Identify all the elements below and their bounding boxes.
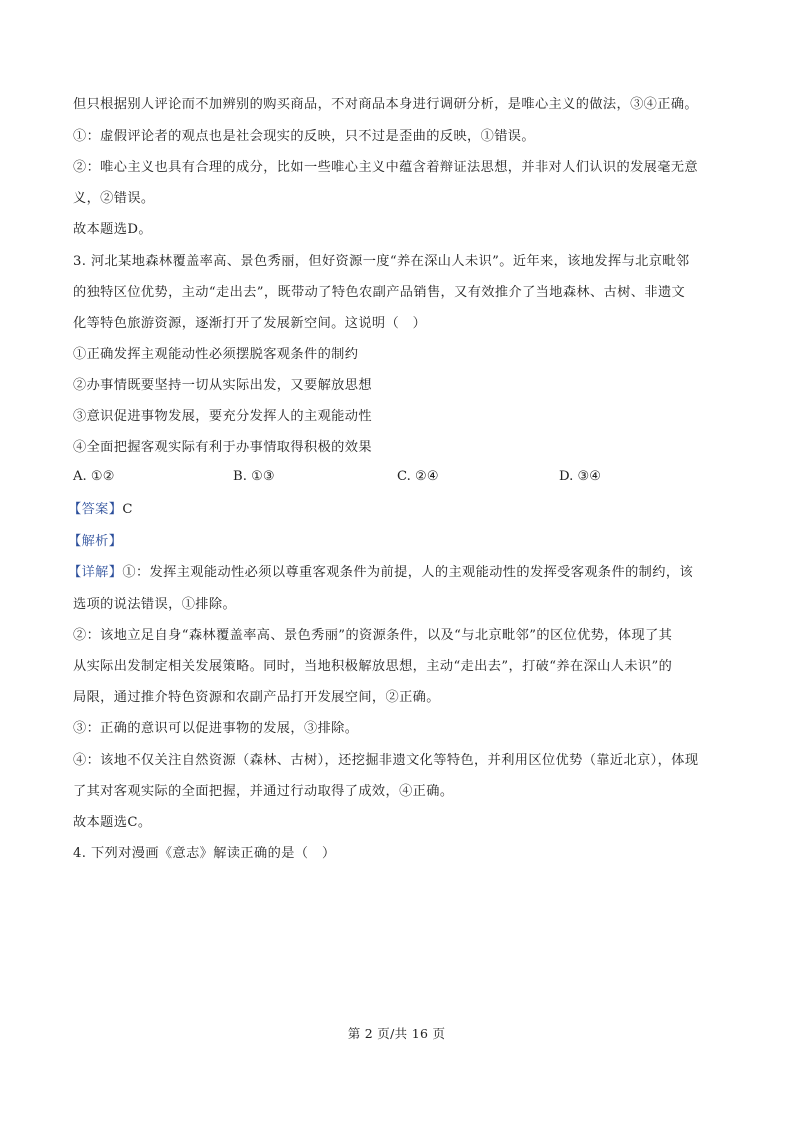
statement-1: ①正确发挥主观能动性必须摆脱客观条件的制约	[73, 347, 359, 362]
answer-options	[73, 469, 733, 491]
detail-text: ①：发挥主观能动性必须以尊重客观条件为前提，人的主观能动性的发挥受客观条件的制约，该	[122, 565, 694, 580]
answer-value: C	[122, 502, 133, 517]
detail-line: 了其对客观实际的全面把握，并通过行动取得了成效，④正确。	[73, 784, 454, 799]
text-line: ①：虚假评论者的观点也是社会现实的反映，只不过是歪曲的反映，①错误。	[73, 129, 535, 144]
text-line: 故本题选D。	[73, 222, 152, 237]
question-3-line: 化等特色旅游资源，逐渐打开了发展新空间。这说明（ ）	[73, 316, 427, 331]
question-4-line: 4. 下列对漫画《意志》解读正确的是（ ）	[73, 846, 336, 861]
question-3-line: 的独特区位优势，主动“走出去”，既带动了特色农副产品销售，又有效推介了当地森林、古树、非遗文	[73, 285, 686, 300]
text-line: 义，②错误。	[73, 191, 155, 206]
detail-tag: 【详解】	[68, 565, 123, 580]
option-a: A. ①②	[73, 469, 115, 484]
detail-line	[68, 563, 693, 583]
page-footer: 第 2 页/共 16 页	[347, 1026, 446, 1041]
text-line: ②：唯心主义也具有合理的成分，比如一些唯心主义中蕴含着辩证法思想，并非对人们认识的发展毫无意	[73, 160, 699, 175]
analysis-tag: 【解析】	[68, 534, 123, 549]
statement-4: ④全面把握客观实际有利于办事情取得积极的效果	[73, 440, 372, 455]
detail-line: ②：该地立足自身“森林覆盖率高、景色秀丽”的资源条件，以及“与北京毗邻”的区位优势，体现了其	[73, 628, 673, 643]
statement-2: ②办事情既要坚持一切从实际出发，又要解放思想	[73, 378, 372, 393]
question-3-line: 3. 河北某地森林覆盖率高、景色秀丽，但好资源一度“养在深山人未识”。近年来，该地发挥与北京毗邻	[73, 254, 690, 269]
option-d: D. ③④	[559, 469, 602, 484]
text-line: 但只根据别人评论而不加辨别的购买商品，不对商品本身进行调研分析，是唯心主义的做法，③④正确。	[73, 97, 699, 112]
detail-line: 故本题选C。	[73, 815, 152, 830]
option-b: B. ①③	[233, 469, 275, 484]
detail-line: ③：正确的意识可以促进事物的发展，③排除。	[73, 721, 359, 736]
detail-line: 选项的说法错误，①排除。	[73, 597, 237, 612]
answer-line	[68, 500, 133, 520]
option-c: C. ②④	[397, 469, 439, 484]
detail-line: ④：该地不仅关注自然资源（森林、古树），还挖掘非遗文化等特色，并利用区位优势（靠近北京），体现	[73, 753, 699, 768]
detail-line: 局限，通过推介特色资源和农副产品打开发展空间，②正确。	[73, 690, 440, 705]
statement-3: ③意识促进事物发展，要充分发挥人的主观能动性	[73, 409, 372, 424]
answer-tag: 【答案】	[68, 502, 123, 517]
detail-line: 从实际出发制定相关发展策略。同时，当地积极解放思想，主动“走出去”，打破“养在深山人未识”的	[73, 659, 673, 674]
